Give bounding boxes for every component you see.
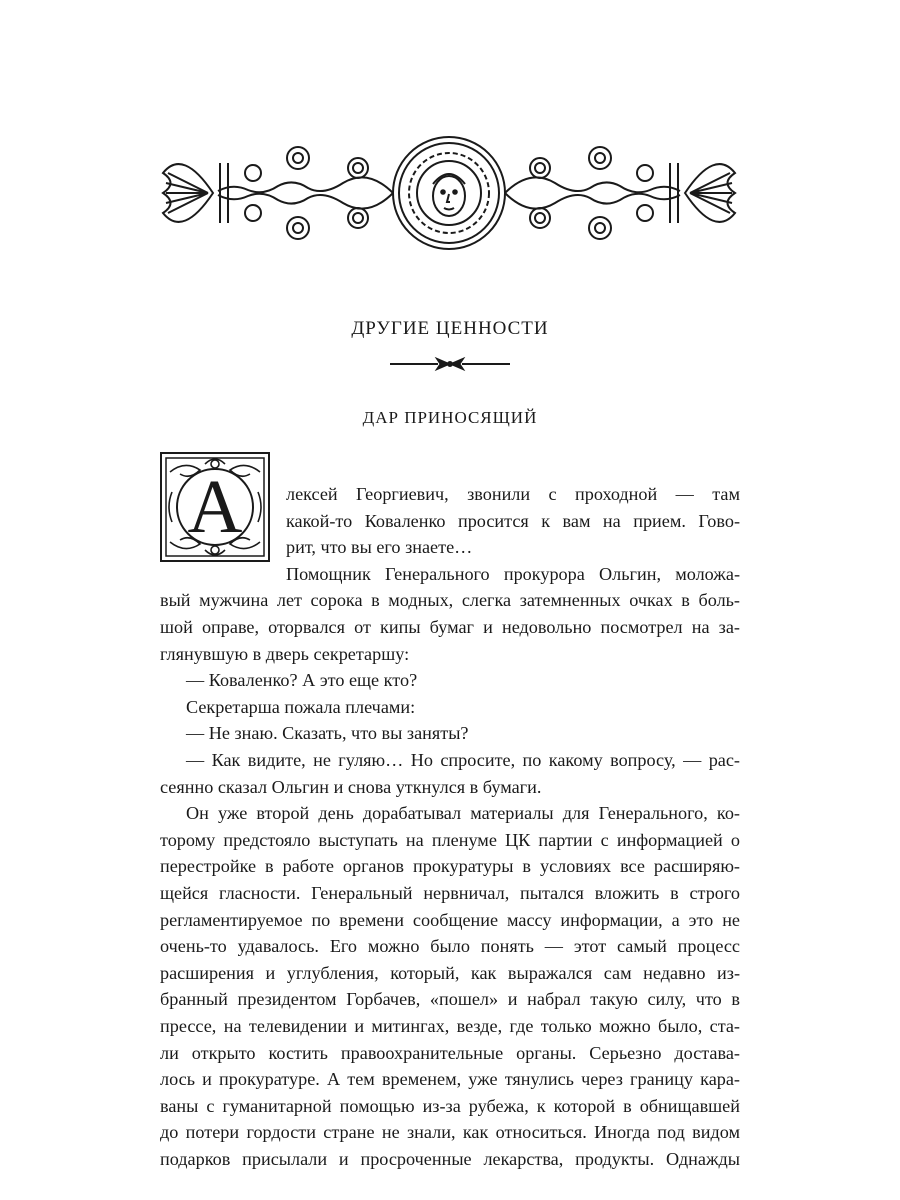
text-line: Он уже второй день дорабатывал материалы для Генерального, ко- <box>186 803 740 824</box>
text-line: — Как видите, не гуляю… Но спросите, по какому вопросу, — рас- <box>186 750 740 770</box>
text-line: подарков присылали и просроченные лекарства, продукты. Однажды <box>160 1149 740 1169</box>
text-line: лось и прокуратуре. А тем временем, уже тянулись через границу кара- <box>160 1069 740 1090</box>
text-line: очень-то удавалось. Его можно было понять — этот самый процесс <box>160 936 740 957</box>
section-title: ДАР ПРИНОСЯЩИЙ <box>362 408 538 427</box>
header-ornament-icon <box>158 128 740 258</box>
text-line: ли открыто костить правоохранительные органы. Серьезно достава- <box>160 1042 740 1063</box>
chapter-title: ДРУГИЕ ЦЕННОСТИ <box>351 318 549 339</box>
text-line: ваны с гуманитарной помощью из-за рубежа, к которой в обнищавшей <box>160 1095 740 1116</box>
text-line: лексей Георгиевич, звонили с проходной — там <box>286 484 740 504</box>
text-line: шой оправе, оторвался от кипы бумаг и недовольно посмотрел на за- <box>160 617 740 637</box>
divider-ornament-icon <box>388 354 512 374</box>
text-line: — Не знаю. Сказать, что вы заняты? <box>186 723 469 744</box>
text-line: вый мужчина лет сорока в модных, слегка затемненных очках в боль- <box>160 590 740 611</box>
text-line: рит, что вы его знаете… <box>286 537 473 558</box>
text-line: бранный президентом Горбачев, «пошел» и набрал такую силу, что в <box>160 989 740 1010</box>
text-line: расширения и углубления, который, как выражался сам недавно из- <box>160 962 740 983</box>
text-line: до потери гордости стране не знали, как относиться. Иногда под видом <box>160 1122 740 1143</box>
text-line: регламентируемое по времени сообщение массу информации, а это не <box>160 909 740 930</box>
text-line: перестройке в работе органов прокуратуры в условиях все расширяю- <box>160 856 740 877</box>
text-line: глянувшую в дверь секретаршу: <box>160 643 410 664</box>
text-line: щейся гласности. Генеральный нервничал, пытался вложить в строго <box>160 883 740 903</box>
text-line: сеянно сказал Ольгин и снова уткнулся в бумаги. <box>160 776 542 797</box>
text-line: Помощник Генерального прокурора Ольгин, моложа- <box>286 563 740 584</box>
text-line: какой-то Коваленко просится к вам на прием. Гово- <box>286 510 740 531</box>
text-line: — Коваленко? А это еще кто? <box>186 670 418 691</box>
text-line: Секретарша пожала плечами: <box>186 696 416 717</box>
dropcap <box>160 452 270 562</box>
dropcap-letter: А <box>187 465 243 549</box>
text-line: торому предстояло выступать на пленуме ЦК партии с информацией о <box>160 829 740 850</box>
text-line: прессе, на телевидении и митингах, везде, где только можно было, ста- <box>160 1016 740 1036</box>
